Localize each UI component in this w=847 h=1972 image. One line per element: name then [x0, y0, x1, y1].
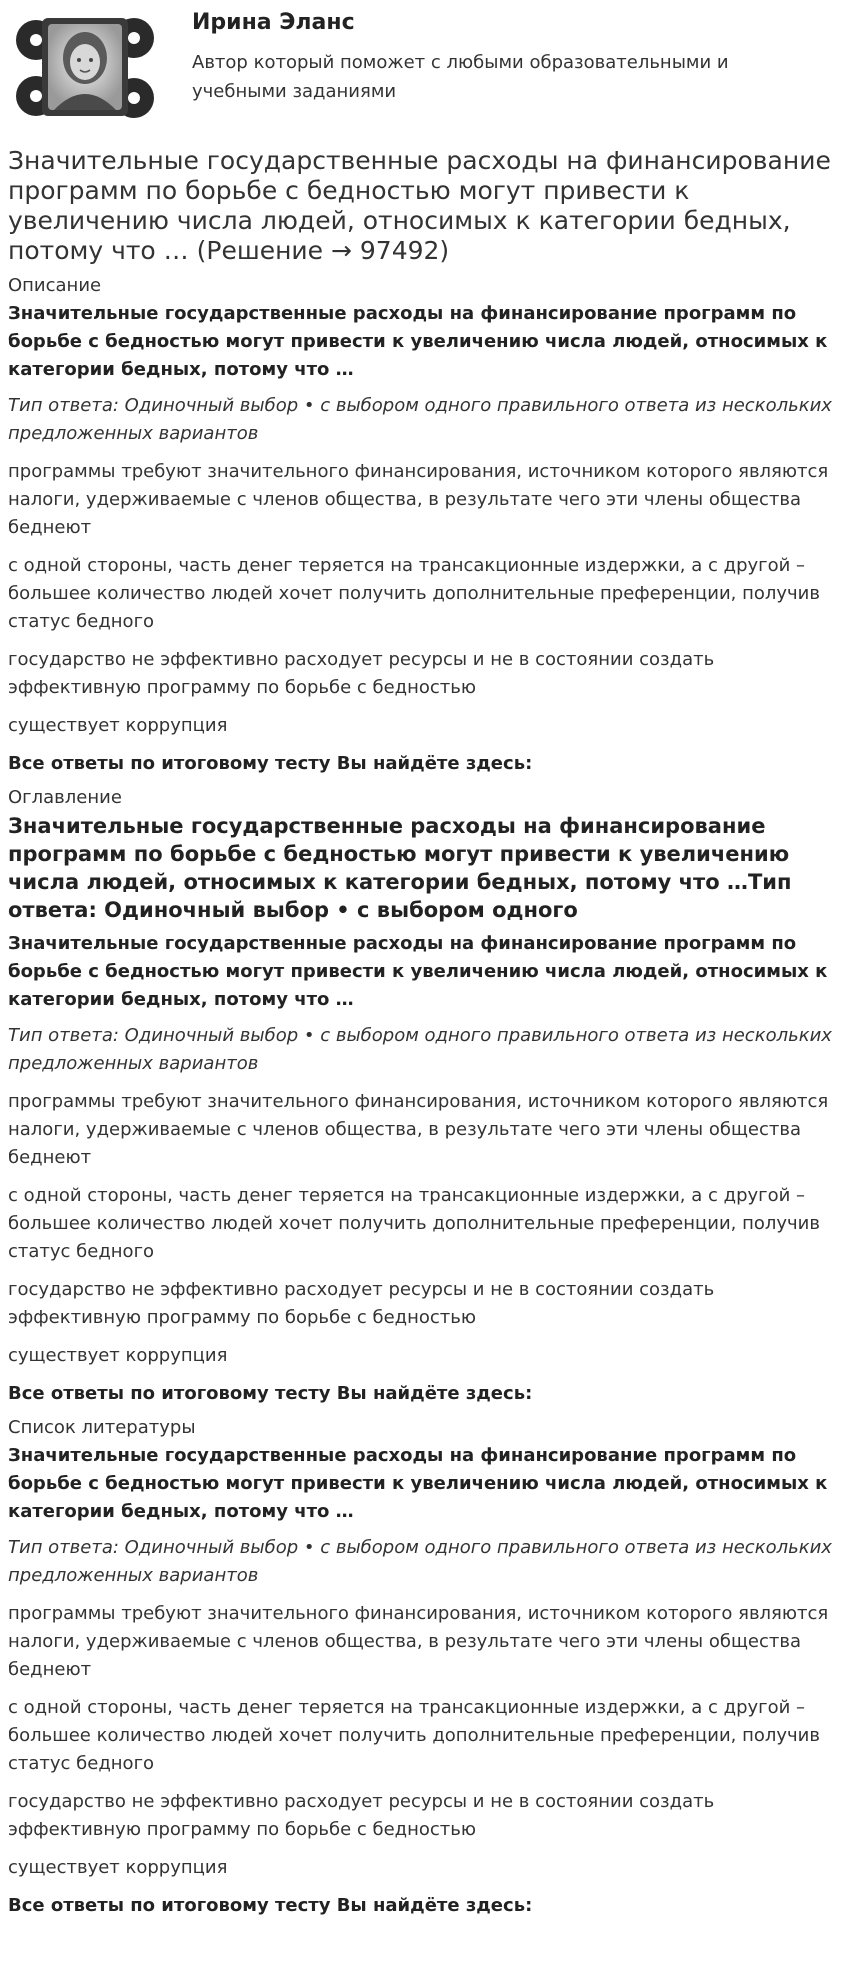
- answer-option: с одной стороны, часть денег теряется на трансакционные издержки, а с другой – большее количество людей хочет получить дополнительные преференции, получив статус бедного: [8, 1697, 820, 1774]
- answer-type: Тип ответа: Одиночный выбор • с выбором одного правильного ответа из нескольких предложенных вариантов: [8, 395, 832, 444]
- answer-option: существует коррупция: [8, 715, 228, 736]
- answer-option: с одной стороны, часть денег теряется на трансакционные издержки, а с другой – большее количество людей хочет получить дополнительные преференции, получив статус бедного: [8, 555, 820, 632]
- section-description: [8, 274, 839, 778]
- answer-option: программы требуют значительного финансирования, источником которого являются налоги, удерживаемые с членов общества, в результате чего эти члены общества беднеют: [8, 1603, 829, 1680]
- answer-type: Тип ответа: Одиночный выбор • с выбором одного правильного ответа из нескольких предложенных вариантов: [8, 1537, 832, 1586]
- all-answers-text: Все ответы по итоговому тесту Вы найдёте здесь:: [8, 1383, 533, 1404]
- answer-type: Тип ответа: Одиночный выбор • с выбором одного правильного ответа из нескольких предложенных вариантов: [8, 1025, 832, 1074]
- answer-option: государство не эффективно расходует ресурсы и не в состоянии создать эффективную программу по борьбе с бедностью: [8, 1279, 715, 1328]
- page-title: Значительные государственные расходы на финансирование программ по борьбе с бедностью могут привести к увеличению числа людей, относимых к категории бедных, потому что … (Решение → 97492): [8, 146, 831, 265]
- all-answers-text: Все ответы по итоговому тесту Вы найдёте здесь:: [8, 753, 533, 774]
- section-contents: [8, 786, 839, 1408]
- answer-option: государство не эффективно расходует ресурсы и не в состоянии создать эффективную программу по борьбе с бедностью: [8, 649, 715, 698]
- author-avatar: [14, 8, 156, 124]
- question-text: Значительные государственные расходы на финансирование программ по борьбе с бедностью могут привести к увеличению числа людей, относимых к категории бедных, потому что …: [8, 933, 828, 1010]
- answer-option: существует коррупция: [8, 1857, 228, 1878]
- answer-option: с одной стороны, часть денег теряется на трансакционные издержки, а с другой – большее количество людей хочет получить дополнительные преференции, получив статус бедного: [8, 1185, 820, 1262]
- author-description: Автор который поможет с любыми образовательными и учебными заданиями: [192, 52, 729, 102]
- answer-option: государство не эффективно расходует ресурсы и не в состоянии создать эффективную программу по борьбе с бедностью: [8, 1791, 715, 1840]
- author-name: Ирина Эланс: [192, 10, 355, 35]
- section-label: Оглавление: [8, 787, 122, 808]
- answer-option: программы требуют значительного финансирования, источником которого являются налоги, удерживаемые с членов общества, в результате чего эти члены общества беднеют: [8, 461, 829, 538]
- answer-option: программы требуют значительного финансирования, источником которого являются налоги, удерживаемые с членов общества, в результате чего эти члены общества беднеют: [8, 1091, 829, 1168]
- section-references: [8, 1416, 839, 1920]
- author-block: [8, 0, 839, 134]
- question-text: Значительные государственные расходы на финансирование программ по борьбе с бедностью могут привести к увеличению числа людей, относимых к категории бедных, потому что …: [8, 1445, 828, 1522]
- question-text: Значительные государственные расходы на финансирование программ по борьбе с бедностью могут привести к увеличению числа людей, относимых к категории бедных, потому что …: [8, 303, 828, 380]
- answer-option: существует коррупция: [8, 1345, 228, 1366]
- all-answers-text: Все ответы по итоговому тесту Вы найдёте здесь:: [8, 1895, 533, 1916]
- section-label: Список литературы: [8, 1417, 196, 1438]
- section-label: Описание: [8, 275, 102, 296]
- contents-heading: Значительные государственные расходы на финансирование программ по борьбе с бедностью могут привести к увеличению числа людей, относимых к категории бедных, потому что …Тип ответа: Одиночный выбор • с выбором одного: [8, 814, 792, 922]
